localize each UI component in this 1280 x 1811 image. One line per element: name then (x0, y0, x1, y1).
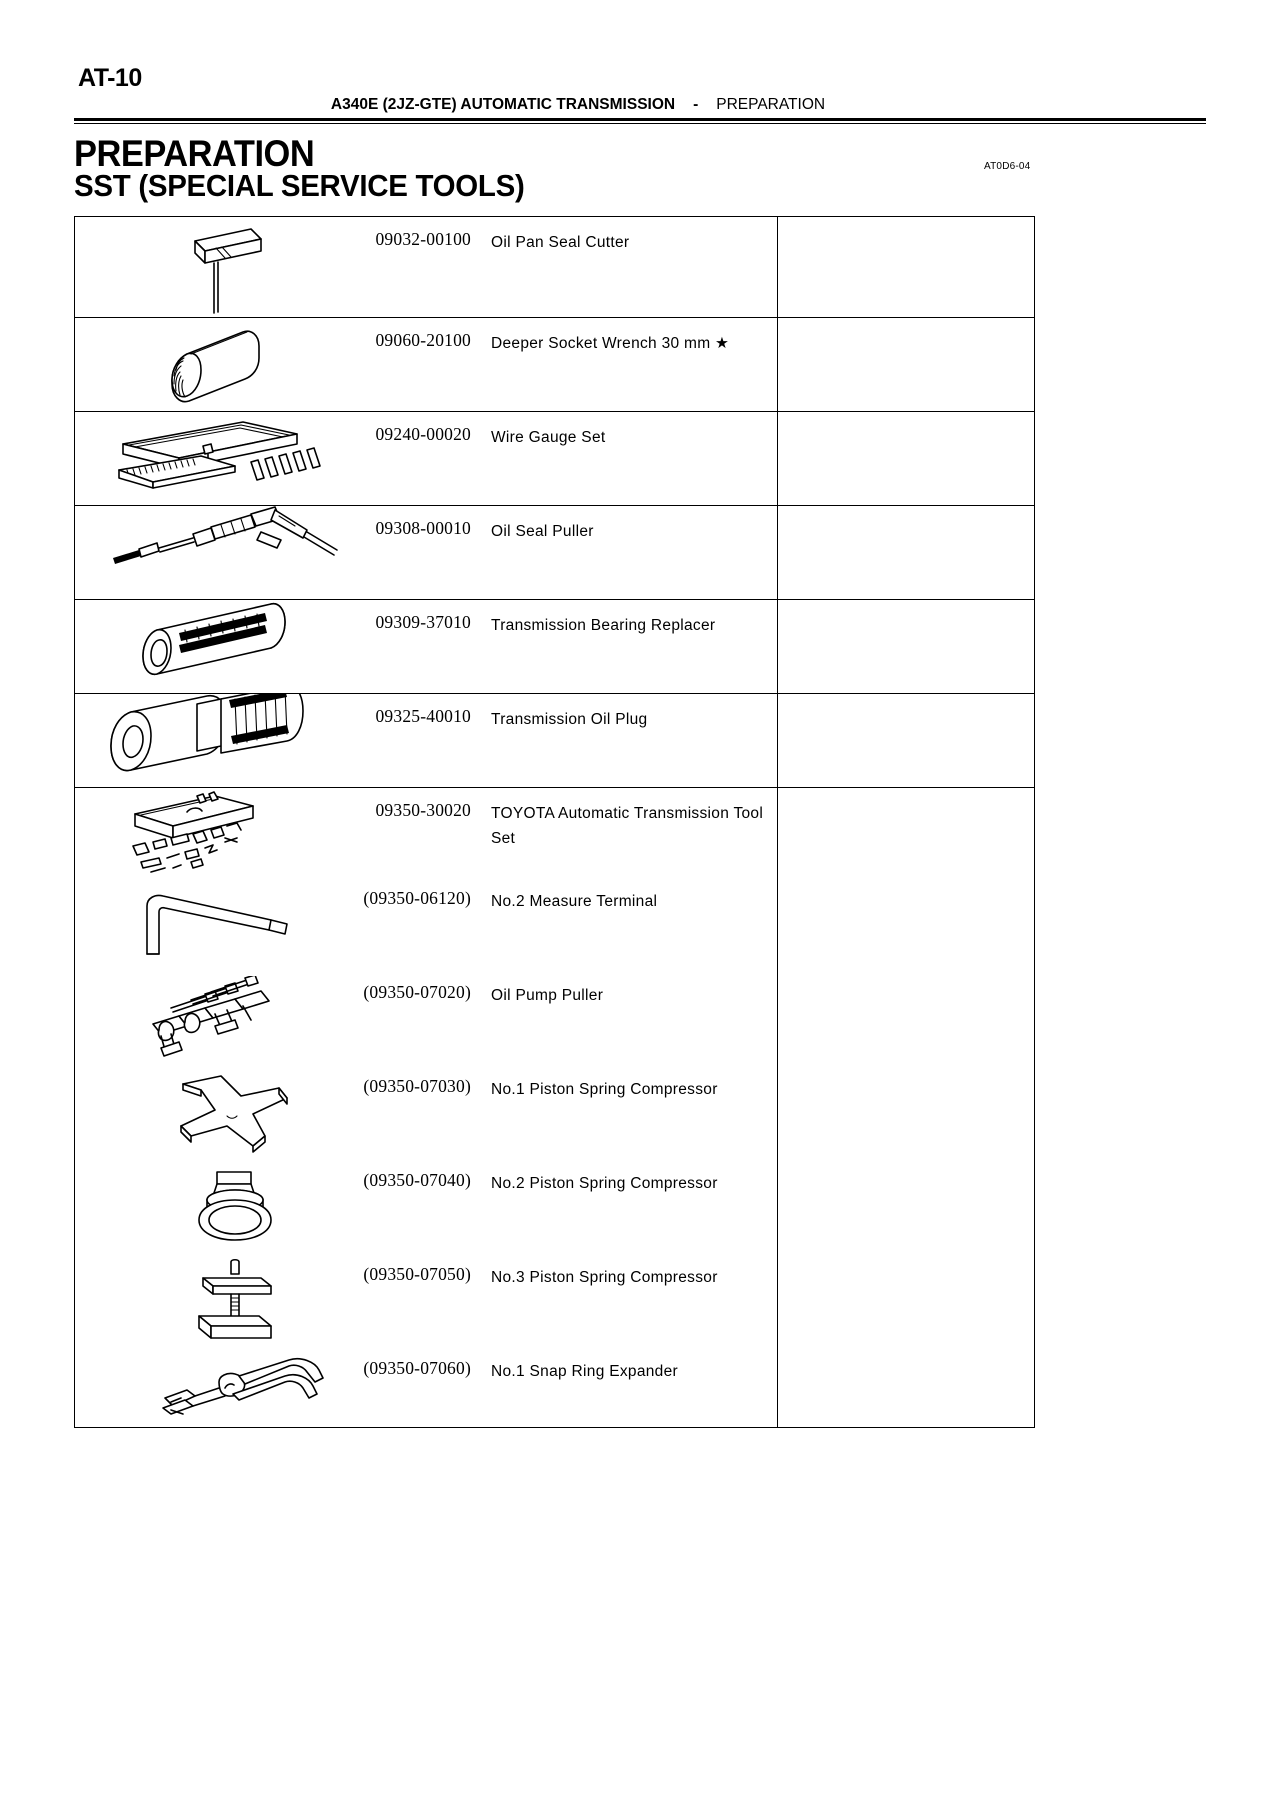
table-row (75, 412, 1034, 506)
part-name: No.2 Piston Spring Compressor (491, 1175, 718, 1192)
tool-text-cell (353, 600, 777, 693)
sst-table (74, 216, 1035, 1428)
no2-piston-spring-compressor-icon (75, 1164, 353, 1258)
tool-note-cell (777, 217, 1034, 317)
tool-figure-cell (75, 600, 353, 693)
list-item (353, 1070, 777, 1164)
part-number: (09350-07040) (363, 1170, 471, 1190)
tool-note-cell (777, 694, 1034, 787)
tool-text-cell (353, 412, 777, 505)
document-reference-code: AT0D6-04 (984, 161, 1031, 172)
tool-figure-cell (75, 412, 353, 505)
tool-note-cell (777, 600, 1034, 693)
list-item (353, 1164, 777, 1258)
running-header (78, 96, 1078, 114)
page-title: PREPARATION (74, 133, 315, 174)
part-name: Deeper Socket Wrench 30 mm ★ (491, 335, 730, 352)
part-name: Oil Seal Puller (491, 523, 594, 540)
table-row (75, 694, 1034, 788)
list-item (353, 976, 777, 1070)
part-name: Wire Gauge Set (491, 429, 606, 446)
table-row (75, 318, 1034, 412)
part-name: Transmission Oil Plug (491, 711, 648, 728)
part-number: (09350-07060) (363, 1358, 471, 1378)
transmission-bearing-replacer-icon (75, 600, 353, 693)
part-number: 09309-37010 (375, 612, 471, 632)
tool-note-cell (777, 788, 1034, 1427)
part-name: Oil Pump Puller (491, 987, 604, 1004)
part-number: 09060-20100 (375, 330, 471, 350)
oil-pan-seal-cutter-icon (75, 217, 353, 317)
tool-text-cell (353, 217, 777, 317)
no2-measure-terminal-icon (75, 882, 353, 976)
part-name: No.2 Measure Terminal (491, 893, 658, 910)
part-name: TOYOTA Automatic Transmission Tool Set (491, 805, 764, 847)
tool-text-cell (353, 506, 777, 599)
page-subtitle: SST (SPECIAL SERVICE TOOLS) (74, 168, 525, 203)
table-row-toolset (75, 788, 1034, 1427)
part-name: No.1 Piston Spring Compressor (491, 1081, 718, 1098)
tool-figure-cell (75, 217, 353, 317)
part-number: 09032-00100 (375, 229, 471, 249)
part-number: 09240-00020 (375, 424, 471, 444)
no1-snap-ring-expander-icon (75, 1352, 353, 1427)
part-name: No.1 Snap Ring Expander (491, 1363, 678, 1380)
transmission-oil-plug-icon (75, 694, 353, 787)
oil-seal-puller-icon (75, 506, 353, 599)
part-name: Oil Pan Seal Cutter (491, 234, 630, 251)
part-number: 09308-00010 (375, 518, 471, 538)
wire-gauge-set-icon (75, 412, 353, 505)
tool-note-cell (777, 412, 1034, 505)
tool-figure-cell (75, 788, 353, 1427)
page-number: AT-10 (78, 64, 142, 92)
no3-piston-spring-compressor-icon (75, 1258, 353, 1352)
tool-text-cell (353, 694, 777, 787)
table-row (75, 506, 1034, 600)
header-rule (74, 118, 1206, 124)
tool-text-cell (353, 318, 777, 411)
tool-figure-cell (75, 506, 353, 599)
tool-figure-cell (75, 318, 353, 411)
table-row (75, 217, 1034, 318)
part-number: (09350-07020) (363, 982, 471, 1002)
toolset-subitem-list (353, 882, 777, 1446)
part-number: 09325-40010 (375, 706, 471, 726)
list-item (353, 1352, 777, 1446)
running-header-separator: - (693, 96, 699, 113)
oil-pump-puller-icon (75, 976, 353, 1070)
part-number: (09350-07030) (363, 1076, 471, 1096)
toyota-transmission-tool-set-icon (75, 788, 353, 882)
part-name: Transmission Bearing Replacer (491, 617, 716, 634)
part-number: (09350-07050) (363, 1264, 471, 1284)
running-header-title: A340E (2JZ-GTE) AUTOMATIC TRANSMISSION (330, 96, 676, 113)
tool-text-cell (353, 788, 777, 1427)
part-number: 09350-30020 (375, 800, 471, 820)
list-item (353, 1258, 777, 1352)
part-name: No.3 Piston Spring Compressor (491, 1269, 718, 1286)
list-item (353, 882, 777, 976)
table-row (75, 600, 1034, 694)
tool-figure-cell (75, 694, 353, 787)
deeper-socket-wrench-icon (75, 318, 353, 411)
tool-note-cell (777, 318, 1034, 411)
tool-note-cell (777, 506, 1034, 599)
running-header-section: PREPARATION (716, 96, 826, 113)
no1-piston-spring-compressor-icon (75, 1070, 353, 1164)
part-number: (09350-06120) (363, 888, 471, 908)
